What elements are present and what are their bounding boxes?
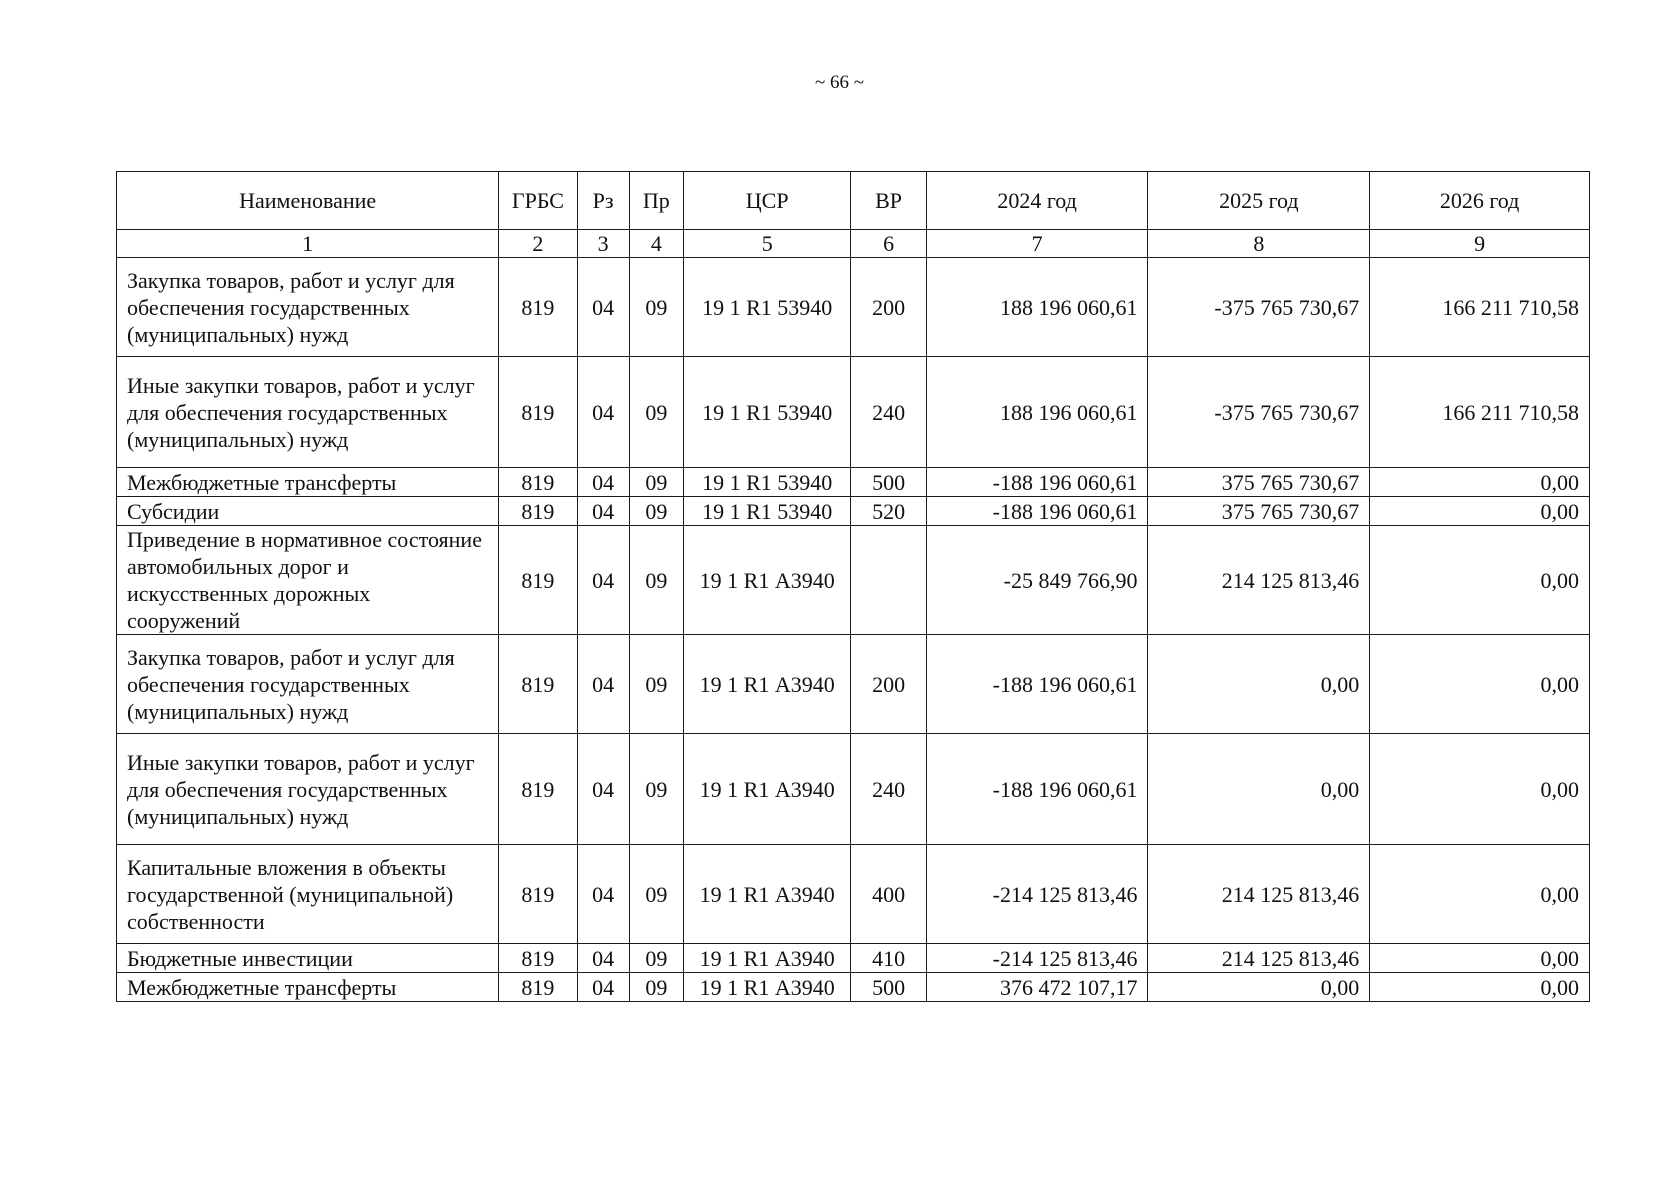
row-name: Приведение в нормативное состояние автомобильных дорог и искусственных дорожных сооружений (117, 526, 499, 635)
table-row (117, 526, 1590, 635)
row-pr: 09 (629, 734, 683, 845)
row-name: Закупка товаров, работ и услуг для обеспечения государственных (муниципальных) нужд (117, 258, 499, 357)
row-amount-2026: 0,00 (1370, 468, 1590, 497)
row-grbs: 819 (499, 734, 577, 845)
row-csr: 19 1 R1 А3940 (683, 734, 851, 845)
column-number-row (117, 230, 1590, 258)
row-amount-2026: 0,00 (1370, 973, 1590, 1002)
row-rz: 04 (577, 258, 629, 357)
row-grbs: 819 (499, 258, 577, 357)
row-grbs: 819 (499, 635, 577, 734)
row-pr: 09 (629, 468, 683, 497)
row-name: Межбюджетные трансферты (117, 468, 499, 497)
row-name: Межбюджетные трансферты (117, 973, 499, 1002)
row-grbs: 819 (499, 944, 577, 973)
row-rz: 04 (577, 468, 629, 497)
col-header-grbs: ГРБС (499, 172, 577, 230)
table-row (117, 258, 1590, 357)
page-number: ~ 66 ~ (814, 72, 865, 93)
table-row (117, 497, 1590, 526)
col-number: 5 (683, 230, 851, 258)
row-pr: 09 (629, 497, 683, 526)
row-pr: 09 (629, 357, 683, 468)
col-header-2025: 2025 год (1148, 172, 1370, 230)
row-vr: 500 (851, 468, 926, 497)
row-amount-2025: 0,00 (1148, 734, 1370, 845)
row-name: Капитальные вложения в объекты государственной (муниципальной) собственности (117, 845, 499, 944)
row-rz: 04 (577, 497, 629, 526)
row-amount-2024: -214 125 813,46 (926, 845, 1148, 944)
col-header-csr: ЦСР (683, 172, 851, 230)
row-vr: 200 (851, 635, 926, 734)
col-header-vr: ВР (851, 172, 926, 230)
col-number: 8 (1148, 230, 1370, 258)
row-grbs: 819 (499, 973, 577, 1002)
row-vr: 200 (851, 258, 926, 357)
row-csr: 19 1 R1 53940 (683, 497, 851, 526)
row-grbs: 819 (499, 845, 577, 944)
col-number: 4 (629, 230, 683, 258)
row-amount-2024: 188 196 060,61 (926, 258, 1148, 357)
row-amount-2024: 376 472 107,17 (926, 973, 1148, 1002)
table-row (117, 734, 1590, 845)
table-row (117, 944, 1590, 973)
row-amount-2026: 0,00 (1370, 734, 1590, 845)
row-csr: 19 1 R1 А3940 (683, 944, 851, 973)
row-name: Иные закупки товаров, работ и услуг для обеспечения государственных (муниципальных) нужд (117, 357, 499, 468)
col-number: 2 (499, 230, 577, 258)
row-name: Бюджетные инвестиции (117, 944, 499, 973)
row-pr: 09 (629, 258, 683, 357)
row-csr: 19 1 R1 А3940 (683, 845, 851, 944)
row-rz: 04 (577, 845, 629, 944)
table-row (117, 973, 1590, 1002)
row-amount-2024: -188 196 060,61 (926, 635, 1148, 734)
row-csr: 19 1 R1 53940 (683, 258, 851, 357)
row-csr: 19 1 R1 53940 (683, 357, 851, 468)
row-pr: 09 (629, 526, 683, 635)
row-rz: 04 (577, 635, 629, 734)
col-header-2024: 2024 год (926, 172, 1148, 230)
row-rz: 04 (577, 526, 629, 635)
row-amount-2026: 0,00 (1370, 944, 1590, 973)
row-amount-2025: -375 765 730,67 (1148, 258, 1370, 357)
row-grbs: 819 (499, 468, 577, 497)
row-amount-2025: 214 125 813,46 (1148, 944, 1370, 973)
row-amount-2026: 0,00 (1370, 845, 1590, 944)
row-rz: 04 (577, 973, 629, 1002)
col-header-2026: 2026 год (1370, 172, 1590, 230)
row-amount-2026: 166 211 710,58 (1370, 258, 1590, 357)
row-vr: 520 (851, 497, 926, 526)
row-vr: 410 (851, 944, 926, 973)
row-amount-2026: 166 211 710,58 (1370, 357, 1590, 468)
row-pr: 09 (629, 635, 683, 734)
table-row (117, 357, 1590, 468)
budget-table (116, 171, 1590, 1002)
row-amount-2024: -188 196 060,61 (926, 734, 1148, 845)
row-amount-2025: -375 765 730,67 (1148, 357, 1370, 468)
row-amount-2024: 188 196 060,61 (926, 357, 1148, 468)
table-row (117, 635, 1590, 734)
row-amount-2025: 214 125 813,46 (1148, 526, 1370, 635)
row-csr: 19 1 R1 А3940 (683, 635, 851, 734)
row-csr: 19 1 R1 А3940 (683, 526, 851, 635)
col-number: 1 (117, 230, 499, 258)
row-rz: 04 (577, 944, 629, 973)
row-amount-2025: 214 125 813,46 (1148, 845, 1370, 944)
row-name: Иные закупки товаров, работ и услуг для обеспечения государственных (муниципальных) нужд (117, 734, 499, 845)
row-vr: 240 (851, 734, 926, 845)
row-name: Закупка товаров, работ и услуг для обеспечения государственных (муниципальных) нужд (117, 635, 499, 734)
col-header-pr: Пр (629, 172, 683, 230)
row-amount-2025: 0,00 (1148, 635, 1370, 734)
table-row (117, 468, 1590, 497)
row-name: Субсидии (117, 497, 499, 526)
row-amount-2025: 375 765 730,67 (1148, 497, 1370, 526)
row-csr: 19 1 R1 53940 (683, 468, 851, 497)
col-header-rz: Рз (577, 172, 629, 230)
col-number: 9 (1370, 230, 1590, 258)
row-pr: 09 (629, 845, 683, 944)
row-rz: 04 (577, 734, 629, 845)
row-amount-2026: 0,00 (1370, 497, 1590, 526)
col-header-name: Наименование (117, 172, 499, 230)
row-amount-2026: 0,00 (1370, 635, 1590, 734)
row-pr: 09 (629, 973, 683, 1002)
row-amount-2026: 0,00 (1370, 526, 1590, 635)
row-vr: 240 (851, 357, 926, 468)
row-rz: 04 (577, 357, 629, 468)
row-csr: 19 1 R1 А3940 (683, 973, 851, 1002)
row-amount-2024: -25 849 766,90 (926, 526, 1148, 635)
row-amount-2025: 0,00 (1148, 973, 1370, 1002)
row-grbs: 819 (499, 526, 577, 635)
row-vr: 400 (851, 845, 926, 944)
header-row (117, 172, 1590, 230)
col-number: 7 (926, 230, 1148, 258)
row-amount-2024: -214 125 813,46 (926, 944, 1148, 973)
table-row (117, 845, 1590, 944)
row-amount-2024: -188 196 060,61 (926, 497, 1148, 526)
row-amount-2025: 375 765 730,67 (1148, 468, 1370, 497)
row-vr: 500 (851, 973, 926, 1002)
col-number: 3 (577, 230, 629, 258)
row-pr: 09 (629, 944, 683, 973)
row-vr (851, 526, 926, 635)
row-grbs: 819 (499, 357, 577, 468)
row-grbs: 819 (499, 497, 577, 526)
col-number: 6 (851, 230, 926, 258)
row-amount-2024: -188 196 060,61 (926, 468, 1148, 497)
